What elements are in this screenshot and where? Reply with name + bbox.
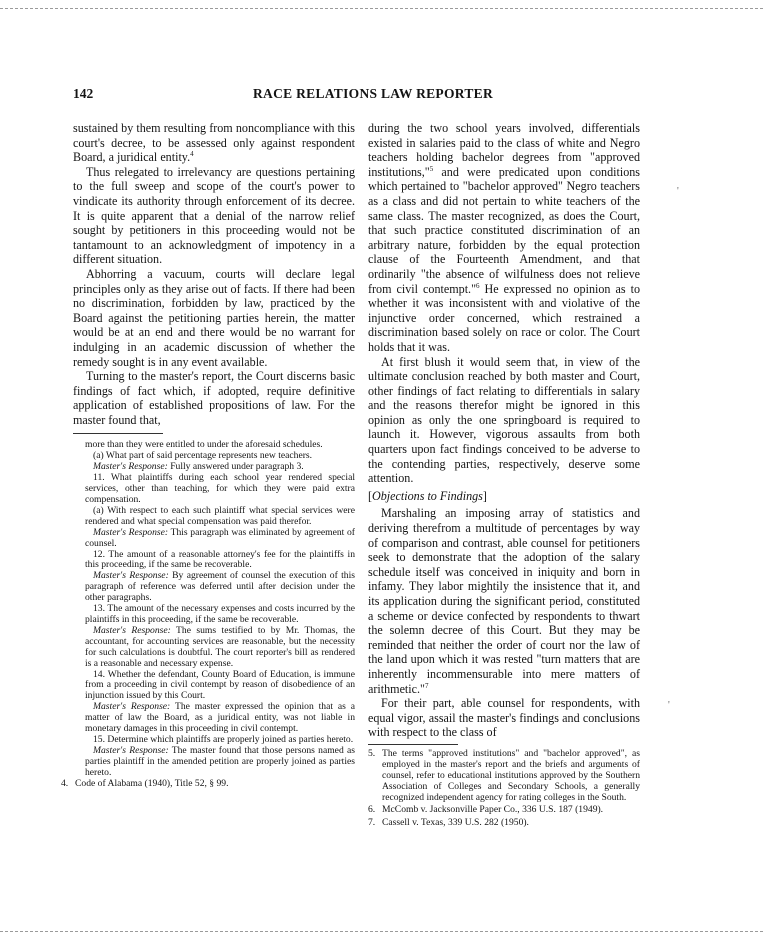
footnote-text: By agreement of counsel the execution of this paragraph of reference was deferred until after decision under the other paragraphs. — [85, 570, 355, 604]
footnote-text: 13. The amount of the necessary expenses and costs incurred by the plaintiffs in this proceeding, if the same be recoverable. — [85, 603, 355, 625]
footnote-text: (a) With respect to each such plaintiff what special services were rendered and what special compensation was paid therefor. — [85, 504, 355, 527]
section-heading: [Objections to Findings] — [368, 488, 487, 503]
master-response-label: Master's Response: — [93, 744, 169, 756]
footnote-text: The terms "approved institutions" and "bachelor approved", as employed in the master's report and the briefs and arguments of counsel, refer to educational institutions approved by the Southern Association of Colleges and Secondary Schools, a generally recognized independent agency for rating colleges in the South. — [382, 747, 640, 803]
left-column — [61, 121, 355, 791]
footnote-text: Code of Alabama (1940), Title 52, § 99. — [75, 777, 229, 789]
scan-bottom-border — [0, 931, 763, 932]
footnote-number: 7. — [368, 817, 376, 829]
footnote-ref: 6 — [476, 281, 480, 290]
footnote-divider — [73, 433, 163, 434]
body-paragraph: At first blush it would seem that, in view of the ultimate conclusion reached by both master and Court, other findings of fact relating to differentials in salary and the reasons therefor might be ignored in this opinion as only the one springboard is required to launch it. However, vigorous assaults from both quarters upon fact findings conceived to be adverse to the contending parties, respectively, deserve some attention. — [368, 354, 640, 486]
body-paragraph: Thus relegated to irrelevancy are questions pertaining to the full sweep and scope of the court's power to vindicate its authority through enforcement of its decree. It is quite apparent that a denial of the narrow relief sought by petitioners in this proceeding would not be tantamount to an acknowledgment of impotency in a different situation. — [73, 164, 355, 267]
reference-question — [85, 473, 355, 506]
footnote-4 — [61, 779, 355, 790]
footnote-text: The master expressed the opinion that as a matter of law the Board, as a juridical entity, was not liable in monetary damages in this proceeding in civil contempt. — [85, 701, 355, 735]
footnote-number: 6. — [368, 804, 376, 816]
scan-speck: ' — [677, 186, 679, 197]
body-paragraph: Turning to the master's report, the Court discerns basic findings of fact which, if adopted, require definitive application of established propositions of law. For the master found that, — [73, 369, 355, 427]
reference-question — [85, 550, 355, 572]
page-number: 142 — [73, 86, 94, 101]
footnote-text: 11. What plaintiffs during each school year rendered special services, other than teaching, for which they were paid extra compensation. — [85, 472, 355, 505]
master-response — [85, 528, 355, 550]
footnote-5 — [368, 749, 640, 804]
master-response — [85, 626, 355, 670]
footnote-text: The master found that those persons named as parties plaintiff in the amended petition are properly joined as parties hereto. — [85, 744, 355, 778]
footnote-text: 15. Determine which plaintiffs are properly joined as parties hereto. — [93, 733, 354, 745]
footnote-text: Fully answered under paragraph 3. — [167, 461, 304, 473]
scan-top-border — [0, 8, 763, 9]
scan-speck: ' — [668, 700, 670, 711]
master-response — [85, 702, 355, 735]
master-response — [85, 746, 355, 779]
footnote-6 — [368, 805, 640, 816]
footnote-ref: 5 — [429, 164, 434, 173]
footnote-text: (a) What part of said percentage represents new teachers. — [93, 450, 313, 462]
reference-question — [85, 604, 355, 626]
paragraph-text: and were predicated upon conditions which pertained to "bachelor approved" Negro teachers as a class and did not pertain to white teachers of the same class. The master recognized, as does the Court, that such practice constituted discrimination of an arbitrary nature, forbidden by the equal protection clause of the Fourteenth Amendment, and that ordinarily "the absence of wilfulness does not relieve from civil contempt." — [368, 164, 640, 296]
footnote-number: 5. — [368, 747, 376, 759]
master-response-label: Master's Response: — [93, 461, 168, 473]
left-footnotes — [85, 440, 355, 778]
paragraph-text: during the two school years involved, differentials existed in salaries paid to the class of white and Negro teachers holding bachelor degrees from "approved institutions," — [368, 121, 640, 179]
paragraph-text: He expressed no opinion as to whether it was inconsistent with and violative of the injunctive order concerned, which restrained a discrimination based solely on race or color. The Court holds that it was. — [368, 281, 640, 354]
footnote-divider — [368, 744, 458, 745]
page-header — [73, 86, 673, 106]
footnote-text: more than they were entitled to under the aforesaid schedules. — [85, 439, 323, 451]
master-response — [85, 571, 355, 604]
footnote-text: 12. The amount of a reasonable attorney's fee for the plaintiffs in this proceeding, if the same be recoverable. — [85, 548, 355, 571]
footnote-ref: 7 — [425, 681, 429, 690]
body-paragraph: Abhorring a vacuum, courts will declare legal principles only as they arise out of facts. If there had been no discrimination, forbidden by law, practiced by the Board against the petitioning parties herein, the matter would be at an end and there would be no warrant for indulging in an academic discussion of whether the remedy sought is in any event available. — [73, 266, 355, 369]
reference-question — [85, 506, 355, 528]
footnote-7 — [368, 818, 640, 829]
running-title: RACE RELATIONS LAW REPORTER — [252, 86, 494, 101]
footnote-text: This paragraph was eliminated by agreement of counsel. — [85, 526, 355, 549]
reference-question — [85, 670, 355, 703]
master-response-label: Master's Response: — [93, 624, 171, 636]
footnote-ref: 4 — [190, 150, 194, 159]
footnote-text: The sums testified to by Mr. Thomas, the accountant, for accounting services are reasonable, but the necessity for such calculations is doubtful. The court reporter's bill as rendered is a reasonable and necessary expense. — [85, 624, 355, 669]
paragraph-text: Marshaling an imposing array of statistics and deriving therefrom a multitude of percentages by way of comparison and contrast, able counsel for petitioners seek to demonstrate that the adoption of the salary schedule itself was conceived in iniquity and born in infamy. They labor mightily the insistence that it, and its application during the significant period, constituted a scheme or device confected by respondents to thwart the solemn decree of this Court. But they may be reminded that neither the order of court nor the law of the land upon which it was rested "turn matters that are inherently incommensurable into mere matters of arithmetic." — [368, 506, 640, 696]
footnote-text: McComb v. Jacksonville Paper Co., 336 U.S. 187 (1949). — [382, 804, 604, 816]
master-response-label: Master's Response: — [93, 701, 171, 713]
master-response-label: Master's Response: — [93, 570, 169, 582]
body-paragraph: For their part, able counsel for respondents, with equal vigor, assail the master's findings and conclusions with respect to the class of — [368, 696, 640, 740]
body-paragraph — [368, 121, 640, 355]
footnote-text: 14. Whether the defendant, County Board of Education, is immune from a proceeding in civil contempt by reason of disobedience of an injunction issued by this Court. — [85, 668, 355, 702]
body-paragraph — [368, 506, 640, 696]
footnote-number: 4. — [61, 777, 69, 789]
paragraph-text: sustained by them resulting from noncompliance with this court's decree, to be assessed only against respondent Board, a juridical entity. — [73, 121, 355, 165]
right-column — [368, 121, 640, 831]
footnote-text: Cassell v. Texas, 339 U.S. 282 (1950). — [382, 817, 529, 829]
body-paragraph — [73, 121, 355, 165]
master-response-label: Master's Response: — [93, 526, 169, 538]
section-heading-text: Objections to Findings — [372, 488, 483, 503]
